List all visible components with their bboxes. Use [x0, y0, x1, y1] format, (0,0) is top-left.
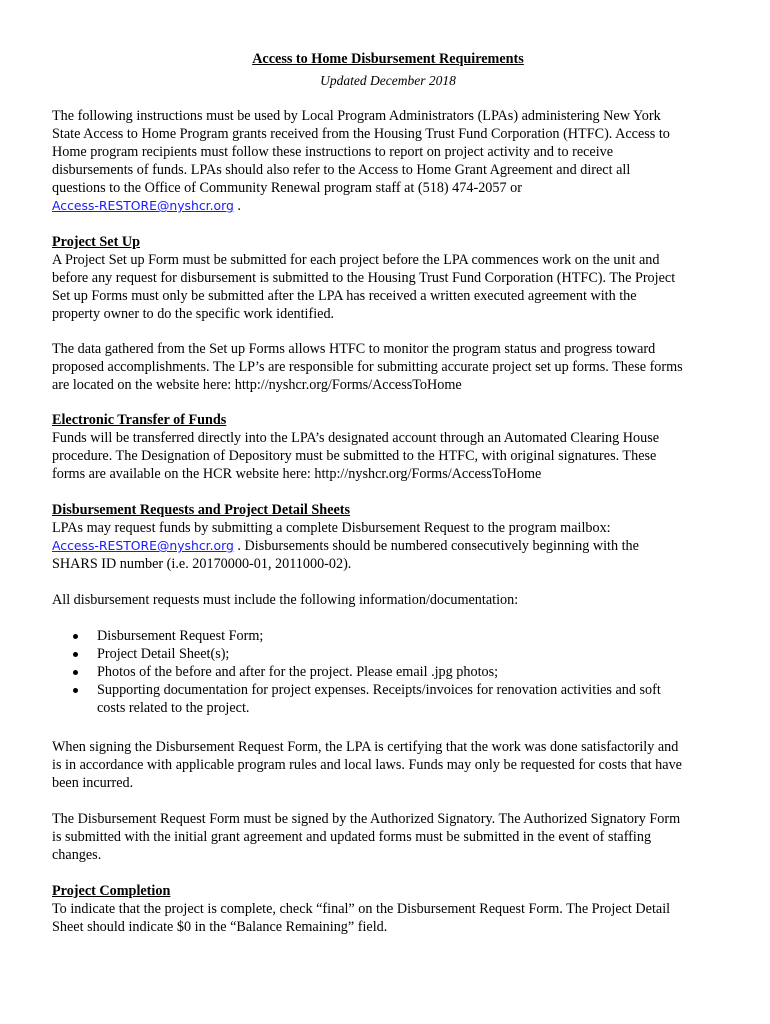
eft-section	[52, 411, 724, 483]
disbursement-section	[52, 501, 724, 573]
bullet-icon	[73, 688, 78, 693]
eft-line: forms are available on the HCR website here: http://nyshcr.org/Forms/AccessToHome	[52, 466, 542, 482]
project-setup-section	[52, 233, 724, 323]
document-subtitle: Updated December 2018	[320, 73, 456, 88]
eft-heading: Electronic Transfer of Funds	[52, 412, 227, 428]
intro-line: The following instructions must be used by Local Program Administrators (LPAs) administering New York	[52, 108, 661, 124]
list-item	[52, 645, 724, 663]
requirements-list	[52, 627, 724, 717]
intro-line: State Access to Home Program grants received from the Housing Trust Fund Corporation (HTFC). Access to	[52, 126, 670, 142]
all-requests-line: All disbursement requests must include the following information/documentation:	[52, 592, 519, 608]
list-item-text: Disbursement Request Form;	[97, 628, 264, 644]
setup-line: before any request for disbursement is submitted to the Housing Trust Fund Corporation (HTFC). The Project	[52, 270, 676, 286]
disbursement-line: LPAs may request funds by submitting a complete Disbursement Request to the program mailbox:	[52, 520, 611, 536]
intro-email-link[interactable]: Access-RESTORE@nyshcr.org	[52, 198, 234, 213]
project-setup-heading: Project Set Up	[52, 234, 140, 250]
setup-data-paragraph	[52, 340, 724, 394]
signatory-paragraph	[52, 810, 724, 864]
intro-email-suffix: .	[233, 198, 241, 214]
signing-line: When signing the Disbursement Request Form, the LPA is certifying that the work was done satisfactorily and	[52, 739, 679, 755]
disbursement-heading: Disbursement Requests and Project Detail Sheets	[52, 502, 351, 518]
completion-section	[52, 882, 724, 936]
list-item-text: Project Detail Sheet(s);	[97, 646, 230, 662]
setup-line: property owner to do the specific work identified.	[52, 306, 335, 322]
bullet-icon	[73, 652, 78, 657]
disbursement-email-suffix: . Disbursements should be numbered consecutively beginning with the	[233, 538, 639, 554]
signing-paragraph	[52, 738, 724, 792]
intro-email-line	[52, 197, 724, 215]
completion-line: To indicate that the project is complete, check “final” on the Disbursement Request Form. The Project Detail	[52, 901, 671, 917]
list-item-text: Photos of the before and after for the project. Please email .jpg photos;	[97, 664, 499, 680]
bullet-icon	[73, 670, 78, 675]
list-item-text: Supporting documentation for project expenses. Receipts/invoices for renovation activities and soft	[97, 682, 661, 698]
setup-line: A Project Set up Form must be submitted for each project before the LPA commences work on the unit and	[52, 252, 660, 268]
intro-paragraph	[52, 107, 724, 215]
signatory-line: is submitted with the initial grant agreement and updated forms must be submitted in the event of staffing	[52, 829, 652, 845]
setup-data-line: proposed accomplishments. The LP’s are responsible for submitting accurate project set up forms. These forms	[52, 359, 683, 375]
document-title: Access to Home Disbursement Requirements	[252, 51, 524, 67]
completion-heading: Project Completion	[52, 883, 171, 899]
list-item	[52, 663, 724, 681]
list-item	[52, 681, 724, 717]
signing-line: is in accordance with applicable program rules and local laws. Funds may only be requested for costs that have	[52, 757, 682, 773]
list-item	[52, 627, 724, 645]
intro-line: disbursements of funds. LPAs should also refer to the Access to Home Grant Agreement and direct all	[52, 162, 631, 178]
completion-line: Sheet should indicate $0 in the “Balance Remaining” field.	[52, 919, 388, 935]
intro-line: Home program recipients must follow these instructions to report on project activity and to receive	[52, 144, 614, 160]
disbursement-email-line	[52, 537, 724, 555]
setup-data-line: The data gathered from the Set up Forms allows HTFC to monitor the program status and progress toward	[52, 341, 656, 357]
setup-line: Set up Forms must only be submitted after the LPA has received a written executed agreement with the	[52, 288, 637, 304]
list-item-text: costs related to the project.	[97, 700, 250, 716]
disbursement-line: SHARS ID number (i.e. 20170000-01, 2011000-02).	[52, 556, 352, 572]
disbursement-email-link[interactable]: Access-RESTORE@nyshcr.org	[52, 538, 234, 553]
signatory-line: changes.	[52, 847, 102, 863]
signing-line: been incurred.	[52, 775, 134, 791]
all-requests-paragraph	[52, 591, 724, 609]
eft-line: Funds will be transferred directly into the LPA’s designated account through an Automated Clearing House	[52, 430, 660, 446]
bullet-icon	[73, 634, 78, 639]
setup-data-line: are located on the website here: http://nyshcr.org/Forms/AccessToHome	[52, 377, 462, 393]
eft-line: procedure. The Designation of Depository must be submitted to the HTFC, with original signatures. These	[52, 448, 657, 464]
signatory-line: The Disbursement Request Form must be signed by the Authorized Signatory. The Authorized Signatory Form	[52, 811, 681, 827]
intro-line: questions to the Office of Community Renewal program staff at (518) 474-2057 or	[52, 180, 522, 196]
